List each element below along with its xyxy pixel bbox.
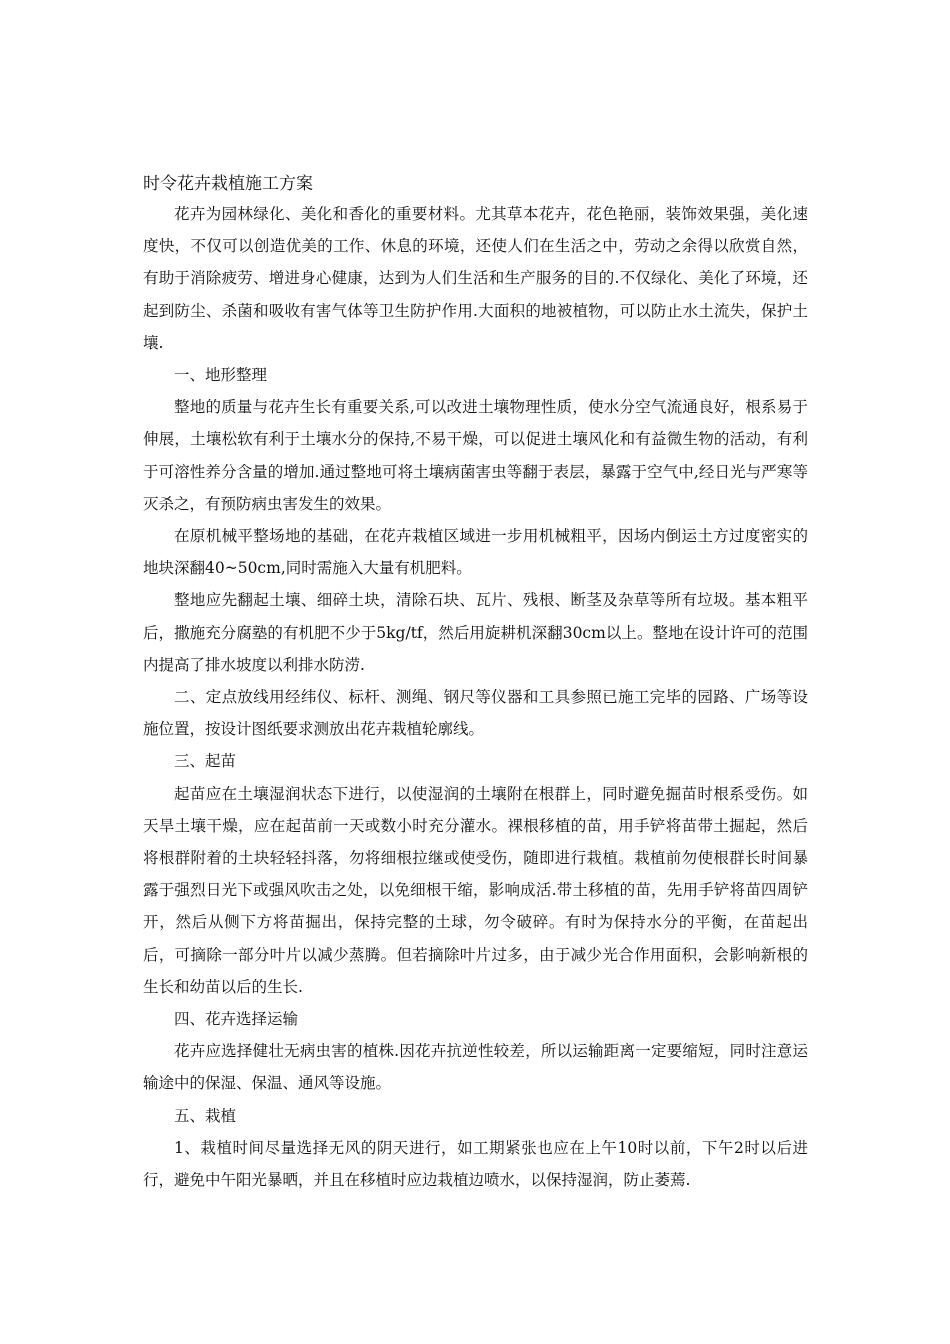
layout-paragraph: 二、定点放线用经纬仪、标杆、测绳、钢尺等仪器和工具参照已施工完毕的园路、广场等设施位置，按设计图纸要求测放出花卉栽植轮廓线。	[143, 688, 808, 739]
document-page	[143, 170, 808, 1196]
document-title: 时令花卉栽植施工方案	[143, 174, 313, 194]
intro-paragraph: 花卉为园林绿化、美化和香化的重要材料。尤其草本花卉，花色艳丽，装饰效果强，美化速度快，不仅可以创造优美的工作、休息的环境，还使人们在生活之中，劳动之余得以欣赏自然，有助于消除疲劳、增进身心健康，达到为人们生活和生产服务的目的.不仅绿化、美化了环境，还起到防尘、杀菌和吸收有害气体等卫生防护作用.大面积的地被植物，可以防止水土流失，保护土壤.	[143, 205, 808, 352]
section-heading-planting: 五、栽植	[174, 1106, 237, 1125]
terrain-paragraph-2: 在原机械平整场地的基础，在花卉栽植区域进一步用机械粗平，因场内倒运土方过度密实的地块深翻40~50cm,同时需施入大量有机肥料。	[143, 527, 808, 578]
section-heading-terrain: 一、地形整理	[174, 366, 268, 385]
section-heading-transport: 四、花卉选择运输	[174, 1010, 299, 1029]
transport-paragraph: 花卉应选择健壮无病虫害的植株.因花卉抗逆性较差，所以运输距离一定要缩短，同时注意运输途中的保湿、保温、通风等设施。	[143, 1042, 808, 1093]
planting-paragraph-1: 1、栽植时间尽量选择无风的阴天进行，如工期紧张也应在上午10时以前，下午2时以后进行，避免中午阳光暴晒，并且在移植时应边栽植边喷水，以保持湿润，防止萎蔫.	[143, 1138, 808, 1190]
terrain-paragraph-1: 整地的质量与花卉生长有重要关系,可以改进土壤物理性质，使水分空气流通良好，根系易于伸展，土壤松软有利于土壤水分的保持,不易干燥，可以促进土壤风化和有益微生物的活动，有利于可溶性养分含量的增加.通过整地可将土壤病菌害虫等翻于表层，暴露于空气中,经日光与严寒等灭杀之，有预防病虫害发生的效果。	[143, 398, 808, 513]
seedling-paragraph: 起苗应在土壤湿润状态下进行，以使湿润的土壤附在根群上，同时避免掘苗时根系受伤。如天旱土壤干燥，应在起苗前一天或数小时充分灌水。裸根移植的苗，用手铲将苗带土掘起，然后将根群附着的土块轻轻抖落，勿将细根拉继或使受伤，随即进行栽植。栽植前勿使根群长时间暴露于强烈日光下或强风吹击之处，以免细根干缩，影响成活.带土移植的苗，先用手铲将苗四周铲开，然后从侧下方将苗掘出，保持完整的土球，勿令破碎。有时为保持水分的平衡，在苗起出后，可摘除一部分叶片以减少蒸腾。但若摘除叶片过多，由于减少光合作用面积，会影响新根的生长和幼苗以后的生长.	[143, 784, 808, 996]
terrain-paragraph-3: 整地应先翻起土壤、细碎土块，清除石块、瓦片、残根、断茎及杂草等所有垃圾。基本粗平后，撒施充分腐塾的有机肥不少于5kg/tf，然后用旋耕机深翻30cm以上。整地在设计许可的范围内提高了排水坡度以利排水防涝.	[143, 591, 808, 674]
section-heading-seedling: 三、起苗	[174, 752, 237, 771]
